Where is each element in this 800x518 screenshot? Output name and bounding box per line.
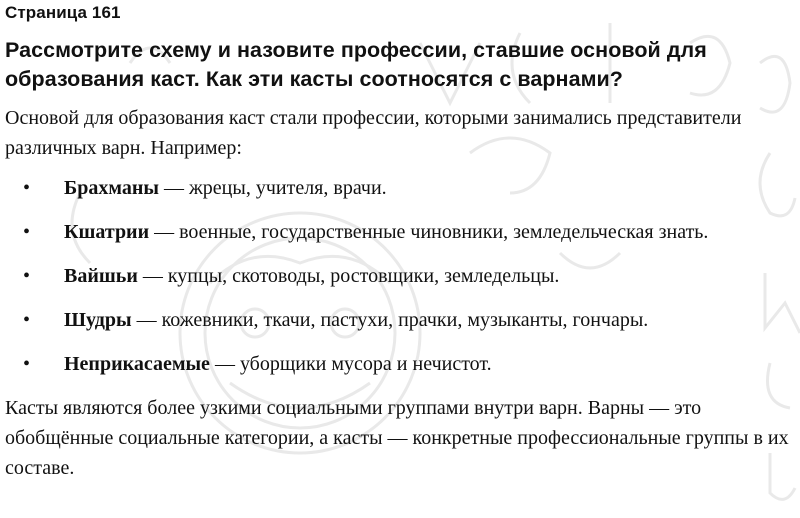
list-item-term: Брахманы	[64, 177, 159, 199]
list-item-term: Вайшьи	[64, 265, 138, 287]
page-number-label: Страница 161	[5, 3, 121, 22]
list-item-description: — купцы, скотоводы, ростовщики, земледельцы.	[137, 265, 560, 287]
conclusion-paragraph: Касты являются более узкими социальными группами внутри варн. Варны — это обобщённые социальные категории, а касты — конкретные профессиональные группы в их составе.	[5, 397, 789, 479]
list-item-description: — жрецы, учителя, врачи.	[158, 177, 387, 199]
intro-paragraph: Основой для образования каст стали профессии, которыми занимались представители различных варн. Например:	[5, 107, 742, 159]
list-item-term: Шудры	[64, 309, 132, 331]
list-item	[5, 305, 799, 335]
list-item	[5, 173, 799, 203]
list-item	[5, 217, 799, 247]
list-item	[5, 261, 799, 291]
content-area	[0, 3, 800, 483]
list-item-description: — уборщики мусора и нечистот.	[209, 353, 492, 375]
list-item	[5, 349, 799, 379]
list-item-description: — кожевники, ткачи, пастухи, прачки, музыканты, гончары.	[131, 309, 649, 331]
list-item-description: — военные, государственные чиновники, земледельческая знать.	[149, 221, 709, 243]
caste-list	[5, 173, 800, 379]
list-item-term: Кшатрии	[64, 221, 150, 243]
list-item-term: Неприкасаемые	[64, 353, 210, 375]
question-heading: Рассмотрите схему и назовите профессии, ставшие основой для образования каст. Как эти касты соотносятся с варнами?	[5, 38, 707, 91]
